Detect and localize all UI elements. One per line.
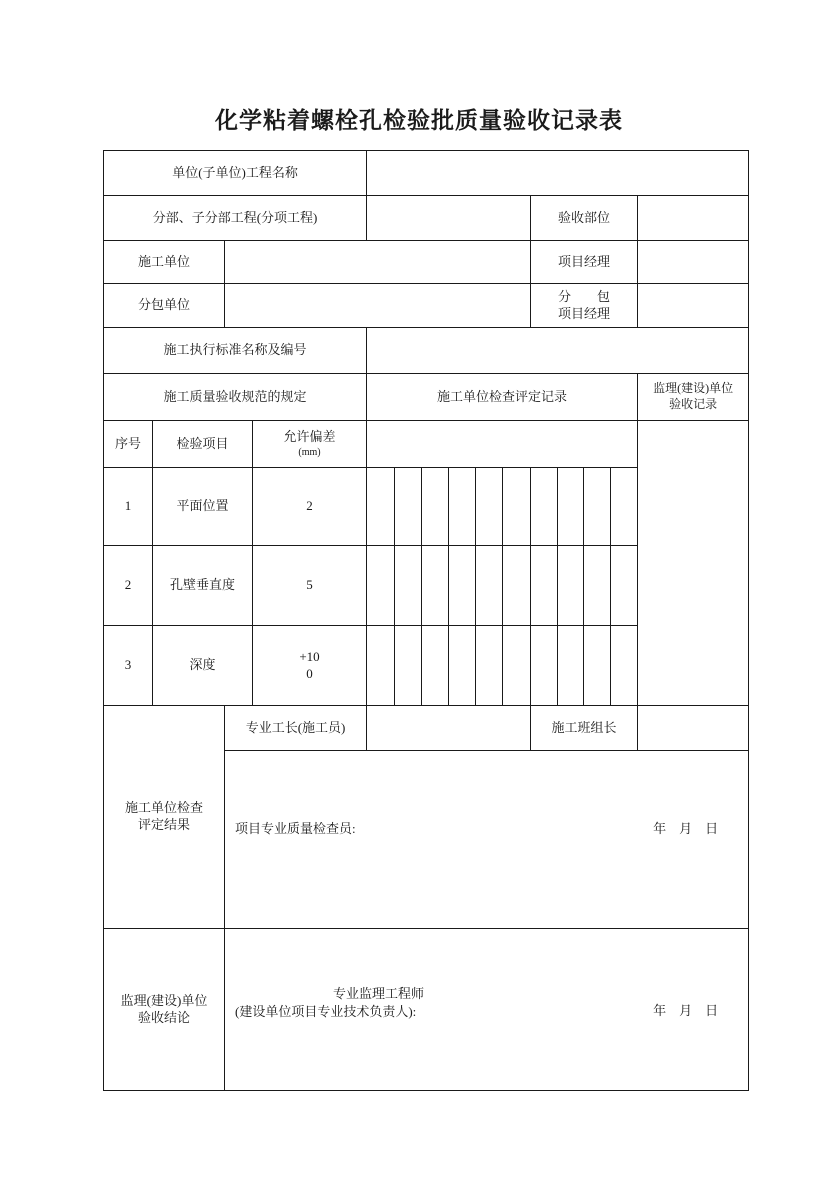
subcontract-manager-value[interactable] [638, 284, 749, 328]
project-manager-value[interactable] [638, 241, 749, 284]
supervision-record-header-line2: 验收记录 [669, 397, 718, 411]
col-header-no: 序号 [104, 421, 153, 468]
standard-value[interactable] [367, 328, 749, 374]
item-tolerance: 2 [253, 468, 367, 546]
measure-cell[interactable] [611, 468, 638, 546]
measure-cell[interactable] [476, 546, 503, 626]
supervision-record-header [638, 374, 749, 421]
measure-cell[interactable] [422, 468, 449, 546]
measure-cell[interactable] [503, 468, 531, 546]
acceptance-record-table [103, 150, 749, 1091]
subcontract-manager-label [531, 284, 638, 328]
measure-cell[interactable] [395, 468, 422, 546]
measure-header-blank[interactable] [367, 421, 638, 468]
evaluation-date: 年 月 日 [653, 821, 719, 837]
construction-unit-value[interactable] [225, 241, 531, 284]
measure-cell[interactable] [476, 626, 503, 706]
measure-cell[interactable] [503, 546, 531, 626]
measure-cell[interactable] [449, 626, 476, 706]
measure-cell[interactable] [395, 546, 422, 626]
page-title: 化学粘着螺栓孔检验批质量验收记录表 [215, 108, 623, 133]
measure-cell[interactable] [422, 546, 449, 626]
evaluation-result-label-line1: 施工单位检查 [124, 800, 203, 816]
measure-cell[interactable] [367, 546, 395, 626]
item-tolerance-bottom: 0 [306, 665, 313, 681]
acceptance-part-label: 验收部位 [531, 196, 638, 241]
col-header-tolerance-line1: 允许偏差 [283, 429, 336, 445]
item-name: 平面位置 [153, 468, 253, 546]
measure-cell[interactable] [558, 626, 584, 706]
subdivision-label: 分部、子分部工程(分项工程) [104, 196, 367, 241]
item-name: 孔壁垂直度 [153, 546, 253, 626]
measure-cell[interactable] [367, 626, 395, 706]
check-record-header: 施工单位检查评定记录 [367, 374, 638, 421]
measure-cell[interactable] [558, 468, 584, 546]
item-tolerance [253, 626, 367, 706]
measure-cell[interactable] [611, 626, 638, 706]
measure-cell[interactable] [531, 546, 558, 626]
evaluation-result-label [104, 706, 225, 929]
col-header-tolerance [253, 421, 367, 468]
construction-unit-label: 施工单位 [104, 241, 225, 284]
subcontract-manager-label-line1: 分 包 [558, 288, 611, 304]
supervision-record-header-line1: 监理(建设)单位 [653, 381, 734, 396]
unit-project-name-value[interactable] [367, 151, 749, 196]
supervising-engineer-label-line1: 专业监理工程师 [333, 985, 425, 1001]
measure-cell[interactable] [611, 546, 638, 626]
team-leader-value[interactable] [638, 706, 749, 751]
item-name: 深度 [153, 626, 253, 706]
measure-cell[interactable] [449, 546, 476, 626]
project-manager-label: 项目经理 [531, 241, 638, 284]
supervision-conclusion-label [104, 929, 225, 1091]
measure-cell[interactable] [531, 468, 558, 546]
spec-header: 施工质量验收规范的规定 [104, 374, 367, 421]
subdivision-value[interactable] [367, 196, 531, 241]
measure-cell[interactable] [395, 626, 422, 706]
supervising-engineer-label-line2: (建设单位项目专业技术负责人): [235, 1003, 417, 1019]
supervision-conclusion-label-line2: 验收结论 [137, 1009, 190, 1025]
measure-cell[interactable] [367, 468, 395, 546]
measure-cell[interactable] [531, 626, 558, 706]
team-leader-label: 施工班组长 [531, 706, 638, 751]
conclusion-date: 年 月 日 [653, 1003, 719, 1019]
item-no: 2 [104, 546, 153, 626]
foreman-label: 专业工长(施工员) [225, 706, 367, 751]
measure-cell[interactable] [584, 546, 611, 626]
supervision-conclusion-label-line1: 监理(建设)单位 [120, 992, 208, 1008]
item-no: 3 [104, 626, 153, 706]
unit-project-name-label: 单位(子单位)工程名称 [104, 151, 367, 196]
acceptance-part-value[interactable] [638, 196, 749, 241]
measure-cell[interactable] [584, 626, 611, 706]
col-header-item: 检验项目 [153, 421, 253, 468]
measure-cell[interactable] [476, 468, 503, 546]
item-no: 1 [104, 468, 153, 546]
subcontract-unit-label: 分包单位 [104, 284, 225, 328]
measure-cell[interactable] [449, 468, 476, 546]
measure-cell[interactable] [584, 468, 611, 546]
measure-cell[interactable] [422, 626, 449, 706]
evaluation-result-label-line2: 评定结果 [137, 817, 190, 832]
standard-label: 施工执行标准名称及编号 [104, 328, 367, 374]
foreman-value[interactable] [367, 706, 531, 751]
col-header-tolerance-unit: (mm) [298, 446, 321, 458]
evaluation-area[interactable] [225, 751, 749, 929]
item-tolerance: 5 [253, 546, 367, 626]
measure-cell[interactable] [503, 626, 531, 706]
item-tolerance-top: +10 [299, 648, 320, 664]
subcontract-manager-label-line2: 项目经理 [558, 305, 611, 321]
supervision-record-value[interactable] [638, 421, 749, 706]
subcontract-unit-value[interactable] [225, 284, 531, 328]
measure-cell[interactable] [558, 546, 584, 626]
supervision-conclusion-area[interactable] [225, 929, 749, 1091]
quality-inspector-label: 项目专业质量检查员: [235, 821, 356, 837]
